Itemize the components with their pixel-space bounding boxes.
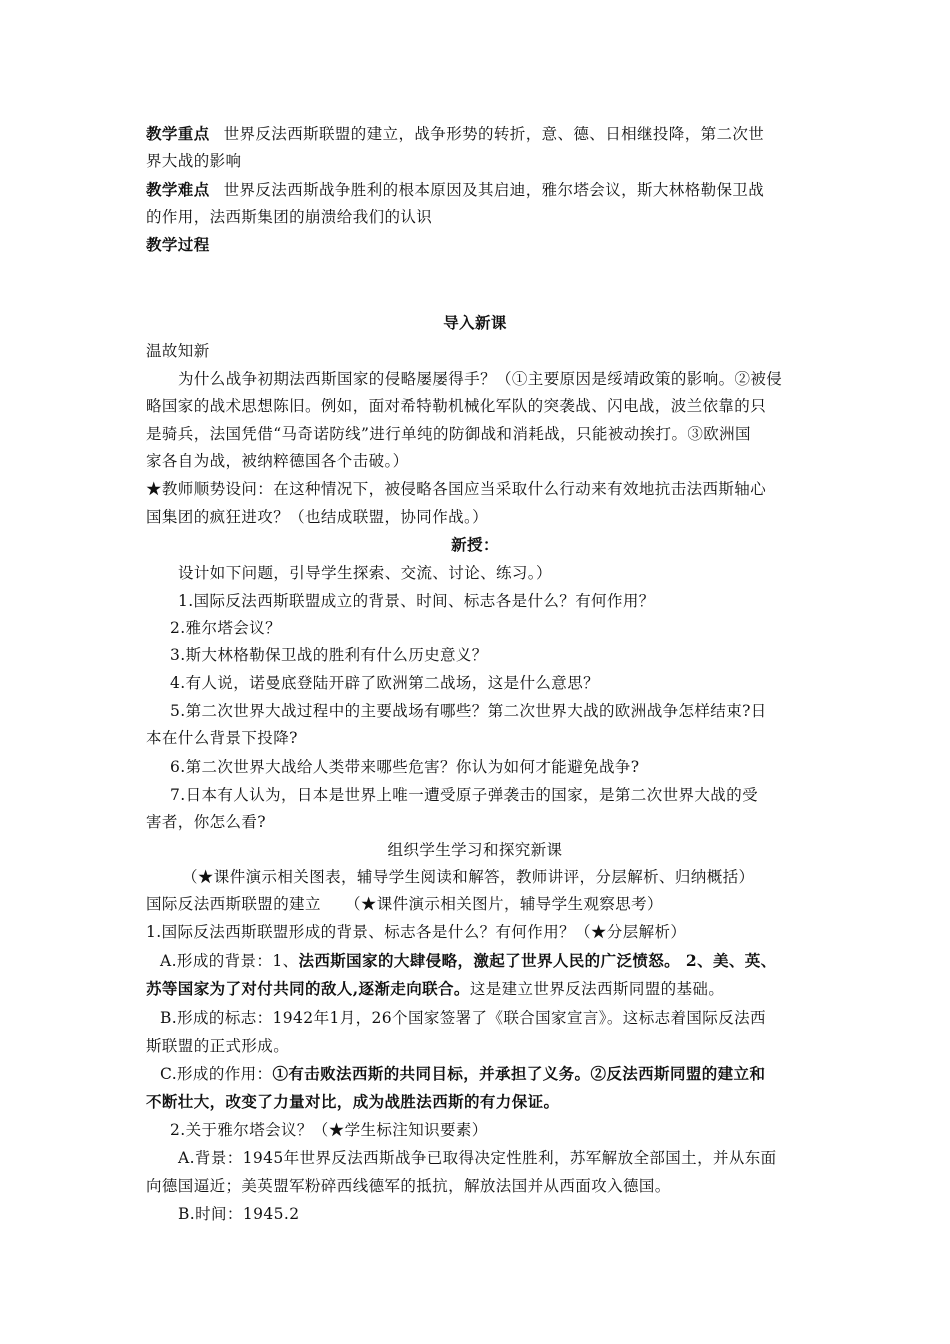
design-intro: 设计如下问题，引导学生探索、交流、讨论、练习。） xyxy=(178,564,552,582)
key-points-line-1: 教学重点 世界反法西斯联盟的建立，战争形势的转折，意、德、日相继投降，第二次世 xyxy=(146,124,765,143)
review-text-2: 略国家的战术思想陈旧。例如，面对希特勒机械化军队的突袭战、闪电战，波兰依靠的只 xyxy=(146,397,767,415)
organize-note: （★课件演示相关图表，辅导学生阅读和解答，教师讲评，分层解析、归纳概括） xyxy=(182,868,755,886)
yalta-question: 2.关于雅尔塔会议？（★学生标注知识要素） xyxy=(170,1121,488,1139)
key-points-line-2: 界大战的影响 xyxy=(146,152,242,170)
process-heading: 教学过程 xyxy=(146,235,210,254)
yalta-background-2: 向德国逼近；美英盟军粉碎西线德军的抵抗，解放法国并从西面攻入德国。 xyxy=(146,1177,671,1195)
review-text-4: 家各自为战，被纳粹德国各个击破。） xyxy=(146,452,409,470)
teacher-question-1: ★教师顺势设问：在这种情况下，被侵略各国应当采取什么行动来有效地抗击法西斯轴心 xyxy=(146,480,767,498)
section-title-new: 新授： xyxy=(451,535,499,554)
yalta-time: B.时间：1945.2 xyxy=(178,1205,300,1223)
difficulties-line-1: 教学难点 世界反法西斯战争胜利的根本原因及其启迪，雅尔塔会议，斯大林格勒保卫战 xyxy=(146,180,765,199)
alliance-question: 1.国际反法西斯联盟形成的背景、标志各是什么？有何作用？（★分层解析） xyxy=(146,923,687,941)
role-line-1: C.形成的作用：①有击败法西斯的共同目标，并承担了义务。②反法西斯同盟的建立和 xyxy=(160,1064,766,1083)
question-7a: 7.日本有人认为，日本是世界上唯一遭受原子弹袭击的国家，是第二次世界大战的受 xyxy=(170,786,758,804)
question-4: 4.有人说，诺曼底登陆开辟了欧洲第二战场，这是什么意思？ xyxy=(170,674,599,692)
review-label: 温故知新 xyxy=(146,342,210,360)
question-6: 6.第二次世界大战给人类带来哪些危害？你认为如何才能避免战争? xyxy=(170,758,640,776)
question-5b: 本在什么背景下投降? xyxy=(146,729,298,747)
sign-line-2: 斯联盟的正式形成。 xyxy=(146,1037,290,1055)
section-title-intro: 导入新课 xyxy=(443,313,507,332)
question-7b: 害者，你怎么看? xyxy=(146,813,267,831)
review-text-1: 为什么战争初期法西斯国家的侵略屡屡得手？（①主要原因是绥靖政策的影响。②被侵 xyxy=(178,370,783,388)
alliance-heading: 国际反法西斯联盟的建立 （★课件演示相关图片，辅导学生观察思考） xyxy=(146,895,663,913)
question-5a: 5.第二次世界大战过程中的主要战场有哪些？第二次世界大战的欧洲战争怎样结束?日 xyxy=(170,702,767,720)
role-line-2: 不断壮大，改变了力量对比，成为战胜法西斯的有力保证。 xyxy=(146,1092,560,1111)
review-text-3: 是骑兵，法国凭借“马奇诺防线”进行单纯的防御战和消耗战，只能被动挨打。③欧洲国 xyxy=(146,425,751,443)
difficulties-label: 教学难点 xyxy=(146,180,210,199)
question-3: 3.斯大林格勒保卫战的胜利有什么历史意义？ xyxy=(170,646,488,664)
question-1: 1.国际反法西斯联盟成立的背景、时间、标志各是什么？有何作用？ xyxy=(178,592,655,610)
question-2: 2.雅尔塔会议？ xyxy=(170,619,281,637)
sign-line-1: B.形成的标志：1942年1月，26个国家签署了《联合国家宣言》。这标志着国际反法西 xyxy=(160,1009,766,1027)
background-line-1: A.形成的背景：1、法西斯国家的大肆侵略，激起了世界人民的广泛愤怒。 2、美、英、 xyxy=(160,951,777,970)
difficulties-line-2: 的作用，法西斯集团的崩溃给我们的认识 xyxy=(146,208,433,226)
background-line-2: 苏等国家为了对付共同的敌人,逐渐走向联合。这是建立世界反法西斯同盟的基础。 xyxy=(146,979,725,998)
section-title-organize: 组织学生学习和探究新课 xyxy=(387,841,563,859)
key-points-label: 教学重点 xyxy=(146,124,210,143)
teacher-question-2: 国集团的疯狂进攻？（也结成联盟，协同作战。） xyxy=(146,508,489,526)
yalta-background-1: A.背景：1945年世界反法西斯战争已取得决定性胜利，苏军解放全部国土，并从东面 xyxy=(178,1149,777,1167)
